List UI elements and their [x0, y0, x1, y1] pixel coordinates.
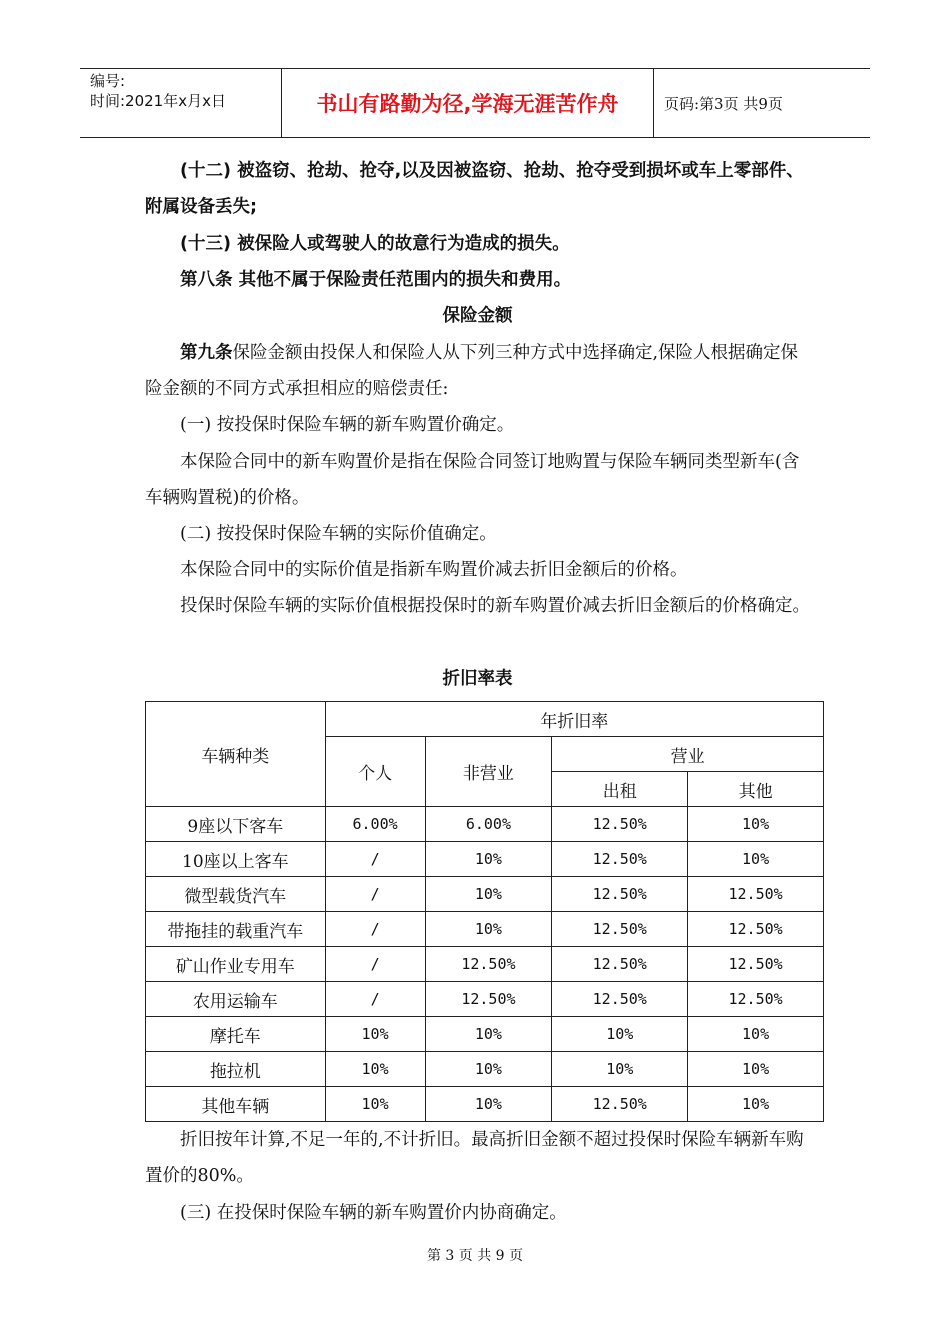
- option-2: (二) 按投保时保险车辆的实际价值确定。: [180, 524, 497, 544]
- table-cell-other: 10%: [688, 1087, 824, 1122]
- table-cell-personal: /: [325, 947, 425, 982]
- table-cell-personal: 10%: [325, 1052, 425, 1087]
- table-cell-taxi: 12.50%: [552, 807, 688, 842]
- table-row: [146, 982, 824, 1017]
- clause-12: (十二) 被盗窃、抢劫、抢夺,以及因被盗窃、抢劫、抢夺受到损坏或车上零部件、附属设备丢失;: [145, 161, 804, 217]
- option-2-desc-2: 投保时保险车辆的实际价值根据投保时的新车购置价减去折旧金额后的价格确定。: [180, 596, 810, 616]
- table-cell-other: 12.50%: [688, 877, 824, 912]
- table-cell-other: 10%: [688, 1017, 824, 1052]
- table-cell-nonbiz: 10%: [425, 912, 552, 947]
- header-page-info: 页码:第3页 共9页: [664, 94, 783, 113]
- header-business: 营业: [552, 737, 824, 772]
- table-cell-personal: 10%: [325, 1087, 425, 1122]
- table-row: [146, 807, 824, 842]
- header-personal: 个人: [325, 737, 425, 807]
- table-cell-type: 矿山作业专用车: [146, 947, 326, 982]
- article-9-text: 保险金额由投保人和保险人从下列三种方式中选择确定,保险人根据确定保险金额的不同方式承担相应的赔偿责任:: [145, 343, 799, 399]
- header-meta: [80, 69, 282, 137]
- table-row: [146, 1087, 824, 1122]
- table-cell-personal: 6.00%: [325, 807, 425, 842]
- table-row: [146, 842, 824, 877]
- table-cell-taxi: 10%: [552, 1052, 688, 1087]
- table-cell-type: 9座以下客车: [146, 807, 326, 842]
- table-cell-nonbiz: 10%: [425, 842, 552, 877]
- table-header-row-1: [146, 702, 824, 737]
- table-cell-other: 10%: [688, 1052, 824, 1087]
- table-cell-personal: /: [325, 912, 425, 947]
- table-cell-taxi: 12.50%: [552, 912, 688, 947]
- table-cell-taxi: 12.50%: [552, 1087, 688, 1122]
- table-row: [146, 1052, 824, 1087]
- option-1: (一) 按投保时保险车辆的新车购置价确定。: [180, 415, 515, 435]
- table-cell-other: 10%: [688, 807, 824, 842]
- table-row: [146, 877, 824, 912]
- table-cell-nonbiz: 10%: [425, 877, 552, 912]
- table-cell-nonbiz: 10%: [425, 1017, 552, 1052]
- table-cell-personal: /: [325, 877, 425, 912]
- table-cell-taxi: 10%: [552, 1017, 688, 1052]
- table-cell-nonbiz: 10%: [425, 1087, 552, 1122]
- article-9: [145, 335, 810, 407]
- clause-13: (十三) 被保险人或驾驶人的故意行为造成的损失。: [180, 234, 570, 254]
- table-cell-taxi: 12.50%: [552, 982, 688, 1017]
- table-cell-type: 摩托车: [146, 1017, 326, 1052]
- article-8: 第八条 其他不属于保险责任范围内的损失和费用。: [180, 270, 572, 290]
- table-cell-nonbiz: 10%: [425, 1052, 552, 1087]
- header-time-label: 时间:2021年x月x日: [90, 92, 226, 110]
- header-annual-rate: 年折旧率: [325, 702, 823, 737]
- table-cell-personal: /: [325, 982, 425, 1017]
- table-row: [146, 947, 824, 982]
- table-cell-other: 12.50%: [688, 912, 824, 947]
- table-cell-type: 带拖挂的载重汽车: [146, 912, 326, 947]
- table-cell-taxi: 12.50%: [552, 877, 688, 912]
- section-title: 保险金额: [442, 306, 513, 326]
- table-cell-type: 其他车辆: [146, 1087, 326, 1122]
- option-1-desc: 本保险合同中的新车购置价是指在保险合同签订地购置与保险车辆同类型新车(含车辆购置税)的价格。: [145, 452, 800, 508]
- table-cell-other: 12.50%: [688, 982, 824, 1017]
- table-cell-other: 12.50%: [688, 947, 824, 982]
- table-cell-nonbiz: 12.50%: [425, 947, 552, 982]
- table-cell-personal: /: [325, 842, 425, 877]
- table-cell-taxi: 12.50%: [552, 842, 688, 877]
- table-cell-nonbiz: 6.00%: [425, 807, 552, 842]
- header-vehicle-type: 车辆种类: [146, 702, 326, 807]
- header-taxi: 出租: [552, 772, 688, 807]
- table-cell-personal: 10%: [325, 1017, 425, 1052]
- table-cell-type: 微型载货汽车: [146, 877, 326, 912]
- article-9-label: 第九条: [180, 343, 233, 363]
- header-other: 其他: [688, 772, 824, 807]
- table-cell-type: 农用运输车: [146, 982, 326, 1017]
- table-cell-nonbiz: 12.50%: [425, 982, 552, 1017]
- header-motto: 书山有路勤为径,学海无涯苦作舟: [282, 69, 654, 137]
- depreciation-table: [145, 701, 824, 1122]
- table-cell-taxi: 12.50%: [552, 947, 688, 982]
- page-header: [80, 68, 870, 138]
- after-table-note: 折旧按年计算,不足一年的,不计折旧。最高折旧金额不超过投保时保险车辆新车购置价的80%。: [145, 1130, 804, 1186]
- option-2-desc-1: 本保险合同中的实际价值是指新车购置价减去折旧金额后的价格。: [180, 560, 688, 580]
- table-row: [146, 1017, 824, 1052]
- header-non-business: 非营业: [425, 737, 552, 807]
- table-cell-other: 10%: [688, 842, 824, 877]
- table-row: [146, 912, 824, 947]
- page-footer: 第 3 页 共 9 页: [426, 1248, 524, 1264]
- table-title: 折旧率表: [442, 669, 513, 689]
- option-3: (三) 在投保时保险车辆的新车购置价内协商确定。: [180, 1203, 567, 1223]
- header-number-label: 编号:: [90, 72, 126, 90]
- table-cell-type: 拖拉机: [146, 1052, 326, 1087]
- table-cell-type: 10座以上客车: [146, 842, 326, 877]
